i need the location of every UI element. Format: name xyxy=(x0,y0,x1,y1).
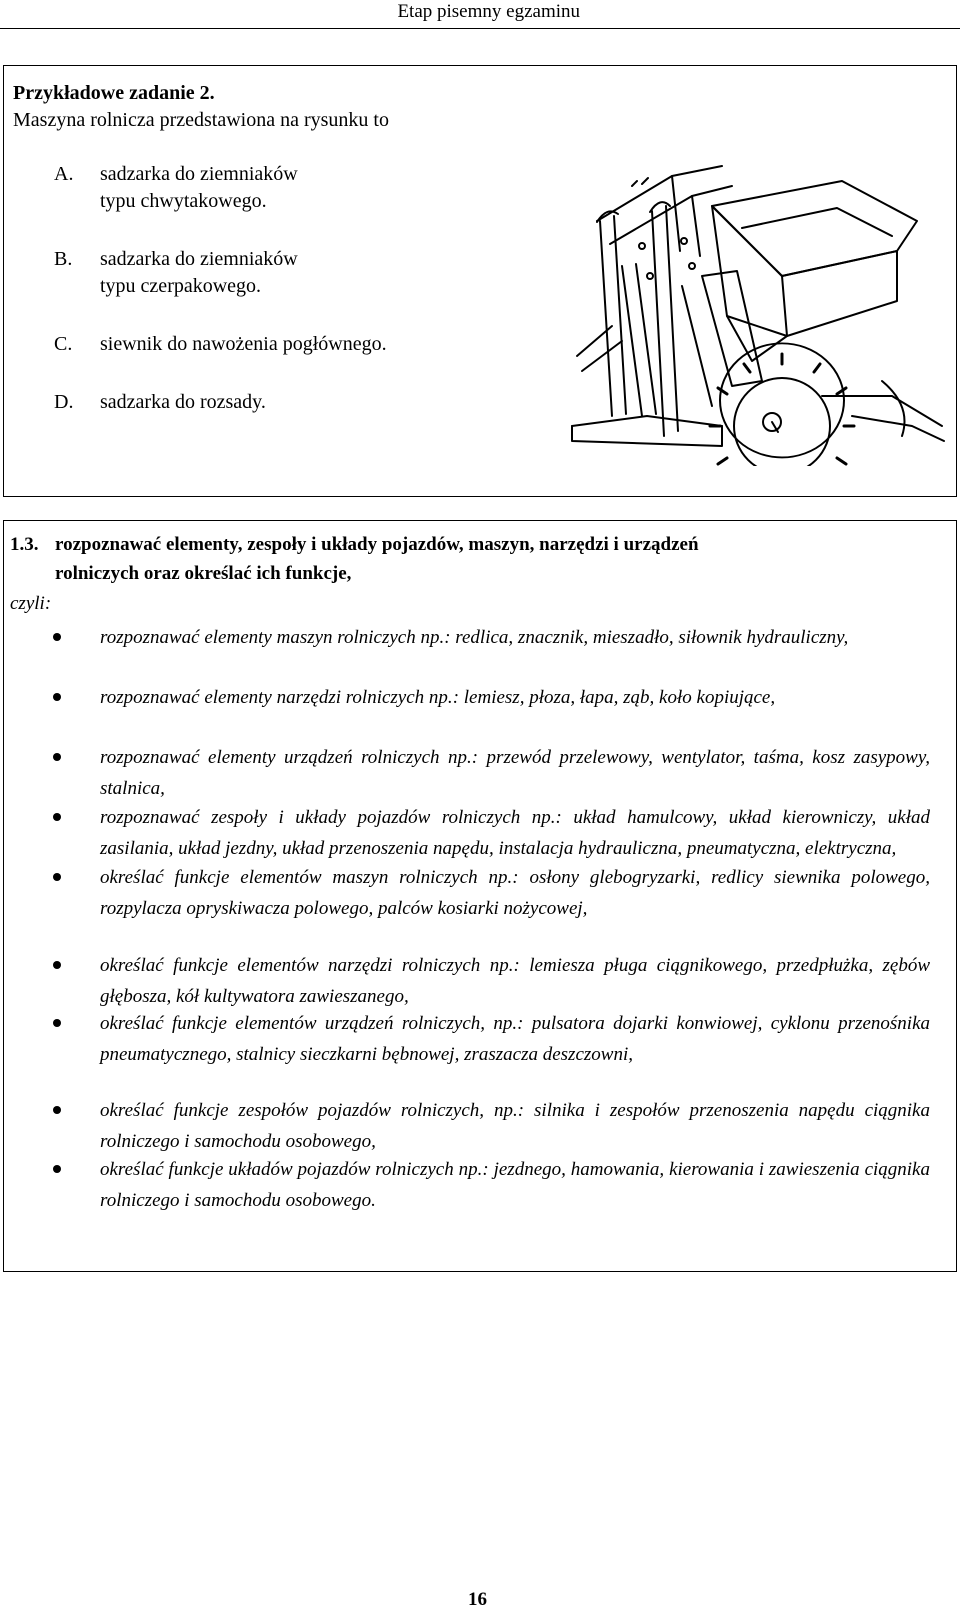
answer-text xyxy=(100,246,400,300)
bullet-rest: : układ hamulcowy, układ kierowniczy, układ zasilania, układ jezdny, układ przenoszenia napędu, instalacja hydrauliczna, pneumatyczna, elektryczna, xyxy=(100,807,930,859)
czyli-label: czyli: xyxy=(10,593,52,614)
bullet-rest: : silnika i zespołów przenoszenia napędu ciągnika rolniczego i samochodu osobowego, xyxy=(100,1100,930,1152)
answer-text: siewnik do nawożenia pogłównego. xyxy=(100,333,387,355)
bullet-icon xyxy=(53,1019,61,1027)
answer-letter: D. xyxy=(54,391,74,413)
bullet-text xyxy=(100,1155,930,1216)
answer-line1: sadzarka do ziemniaków xyxy=(100,163,298,185)
answer-letter: A. xyxy=(54,163,74,185)
bullet-text xyxy=(100,863,930,924)
potato-planter-illustration xyxy=(552,126,952,466)
header-title: Etap pisemny egzaminu xyxy=(397,1,580,22)
page-number: 16 xyxy=(468,1589,487,1610)
task-title: Przykładowe zadanie 2. xyxy=(13,82,215,104)
bullet-rest: : osłony glebogryzarki, redlicy siewnika polowego, rozpylacza opryskiwacza polowego, palców kosiarki nożycowej, xyxy=(100,867,930,919)
section-heading-line2: rolniczych oraz określać ich funkcje, xyxy=(55,563,352,584)
bullet-icon xyxy=(53,1106,61,1114)
bullet-icon xyxy=(53,633,61,641)
answer-line1: sadzarka do ziemniaków xyxy=(100,248,298,270)
bullet-icon xyxy=(53,693,61,701)
answer-line2: typu chwytakowego. xyxy=(100,190,267,212)
bullet-lead: rozpoznawać elementy maszyn rolniczych np. xyxy=(100,627,445,648)
section-number: 1.3. xyxy=(10,534,39,555)
answer-text xyxy=(100,161,400,215)
bullet-rest: : redlica, znacznik, mieszadło, siłownik hydrauliczny, xyxy=(444,627,849,648)
answer-letter: C. xyxy=(54,333,73,355)
bullet-lead: rozpoznawać elementy narzędzi rolniczych np. xyxy=(100,687,453,708)
bullet-text xyxy=(100,803,930,864)
section-heading-line1: rozpoznawać elementy, zespoły i układy pojazdów, maszyn, narzędzi i urządzeń xyxy=(55,534,699,555)
section-heading xyxy=(10,531,699,559)
bullet-text xyxy=(100,683,930,714)
task-question: Maszyna rolnicza przedstawiona na rysunku to xyxy=(13,109,389,131)
bullet-text xyxy=(100,1096,930,1157)
bullet-rest: : lemiesz, płoza, łapa, ząb, koło kopiujące, xyxy=(452,687,776,708)
bullet-lead: określać funkcje elementów narzędzi rolniczych np. xyxy=(100,955,514,976)
bullet-icon xyxy=(53,753,61,761)
bullet-text xyxy=(100,623,930,654)
page-header xyxy=(0,0,960,30)
bullet-rest: : jezdnego, hamowania, kierowania i zawieszenia ciągnika rolniczego i samochodu osobowego. xyxy=(100,1159,930,1211)
header-divider xyxy=(0,28,960,29)
answer-text: sadzarka do rozsady. xyxy=(100,391,266,413)
bullet-icon xyxy=(53,873,61,881)
bullet-lead: określać funkcje układów pojazdów rolniczych np. xyxy=(100,1159,483,1180)
bullet-lead: rozpoznawać zespoły i układy pojazdów rolniczych np. xyxy=(100,807,556,828)
task-box xyxy=(3,65,957,497)
answer-line2: typu czerpakowego. xyxy=(100,275,262,297)
answer-letter: B. xyxy=(54,248,73,270)
bullet-rest: : pulsatora dojarki konwiowej, cyklonu przenośnika pneumatycznego, stalnicy sieczkarni bębnowej, zraszacza deszczowni, xyxy=(100,1013,930,1065)
bullet-icon xyxy=(53,1165,61,1173)
bullet-text xyxy=(100,743,930,804)
bullet-text xyxy=(100,951,930,1012)
bullet-text xyxy=(100,1009,930,1070)
bullet-icon xyxy=(53,813,61,821)
bullet-lead: określać funkcje elementów maszyn rolniczych np. xyxy=(100,867,513,888)
bullet-rest: : przewód przelewowy, wentylator, taśma, kosz zasypowy, stalnica, xyxy=(100,747,930,799)
bullet-lead: rozpoznawać elementy urządzeń rolniczych np. xyxy=(100,747,472,768)
section-box xyxy=(3,520,957,1272)
bullet-icon xyxy=(53,961,61,969)
bullet-lead: określać funkcje elementów urządzeń rolniczych, np. xyxy=(100,1013,518,1034)
bullet-lead: określać funkcje zespołów pojazdów rolniczych, np. xyxy=(100,1100,518,1121)
bullet-rest: : lemiesza pługa ciągnikowego, przedpłużka, zębów głębosza, kół kultywatora zawieszanego, xyxy=(100,955,930,1007)
